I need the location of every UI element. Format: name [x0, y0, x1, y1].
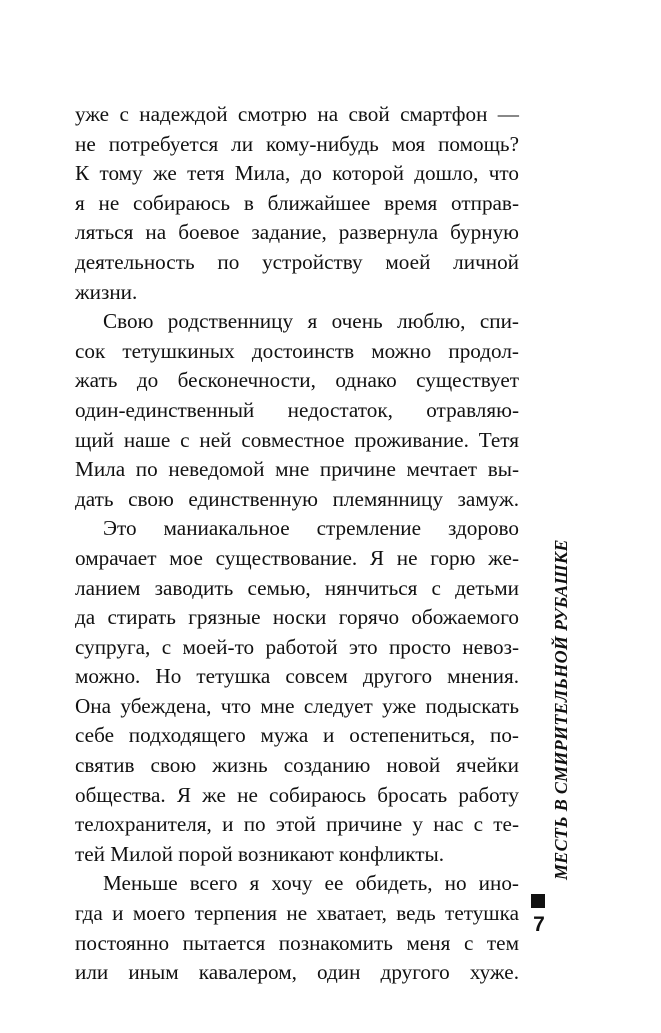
text-line: Мила по неведомой мне причине мечтает вы-: [75, 457, 519, 482]
text-line: Свою родственницу я очень люблю, спи-: [103, 309, 519, 334]
text-line: жизни.: [75, 279, 138, 304]
paragraph-4: [75, 869, 519, 987]
text-line: сок тетушкиных достоинств можно продол-: [75, 338, 519, 363]
text-line: Она убеждена, что мне следует уже подыскать: [75, 693, 519, 718]
text-line: святив свою жизнь созданию новой ячейки: [75, 753, 519, 778]
text-line: Это маниакальное стремление здорово: [103, 516, 519, 541]
paragraph-3: [75, 514, 519, 869]
text-line: дать свою единственную племянницу замуж.: [75, 486, 519, 511]
text-line: или иным кавалером, один другого хуже.: [75, 960, 519, 985]
text-line: супруга, с моей-то работой это просто невоз-: [75, 634, 519, 659]
text-line: ланием заводить семью, нянчиться с детьми: [75, 575, 519, 600]
text-line: телохранителя, и по этой причине у нас с те-: [75, 812, 519, 837]
text-line: себе подходящего мужа и остепениться, по-: [75, 723, 519, 748]
square-marker-icon: [531, 894, 545, 908]
body-text: [75, 100, 519, 988]
text-line: постоянно пытается познакомить меня с тем: [75, 930, 519, 955]
text-line: да стирать грязные носки горячо обожаемого: [75, 605, 519, 630]
text-line: уже с надеждой смотрю на свой смартфон —: [75, 102, 519, 126]
paragraph-1: [75, 100, 519, 307]
text-line: омрачает мое существование. Я не горю же-: [75, 545, 519, 570]
page-number: 7: [533, 913, 545, 936]
text-line: жать до бесконечности, однако существует: [75, 368, 519, 393]
text-line: один-единственный недостаток, отравляю-: [75, 397, 519, 422]
text-line: тей Милой порой возникают конфликты.: [75, 841, 445, 866]
text-line: общества. Я же не собираюсь бросать работу: [75, 782, 519, 807]
text-line: К тому же тетя Мила, до которой дошло, что: [75, 161, 519, 186]
paragraph-2: [75, 307, 519, 514]
text-line: ляться на боевое задание, развернула бурную: [75, 220, 519, 245]
text-line: деятельность по устройству моей личной: [75, 249, 519, 274]
running-title-text: МЕСТЬ В СМИРИТЕЛЬНОЙ РУБАШКЕ: [551, 539, 571, 880]
text-line: не потребуется ли кому-нибудь моя помощь?: [75, 131, 519, 156]
text-line: гда и моего терпения не хватает, ведь тетушка: [75, 901, 519, 926]
text-line: можно. Но тетушка совсем другого мнения.: [75, 664, 519, 689]
text-line: Меньше всего я хочу ее обидеть, но ино-: [103, 871, 519, 896]
text-line: я не собираюсь в ближайшее время отправ-: [75, 190, 519, 215]
text-line: щий наше с ней совместное проживание. Тетя: [75, 427, 519, 452]
